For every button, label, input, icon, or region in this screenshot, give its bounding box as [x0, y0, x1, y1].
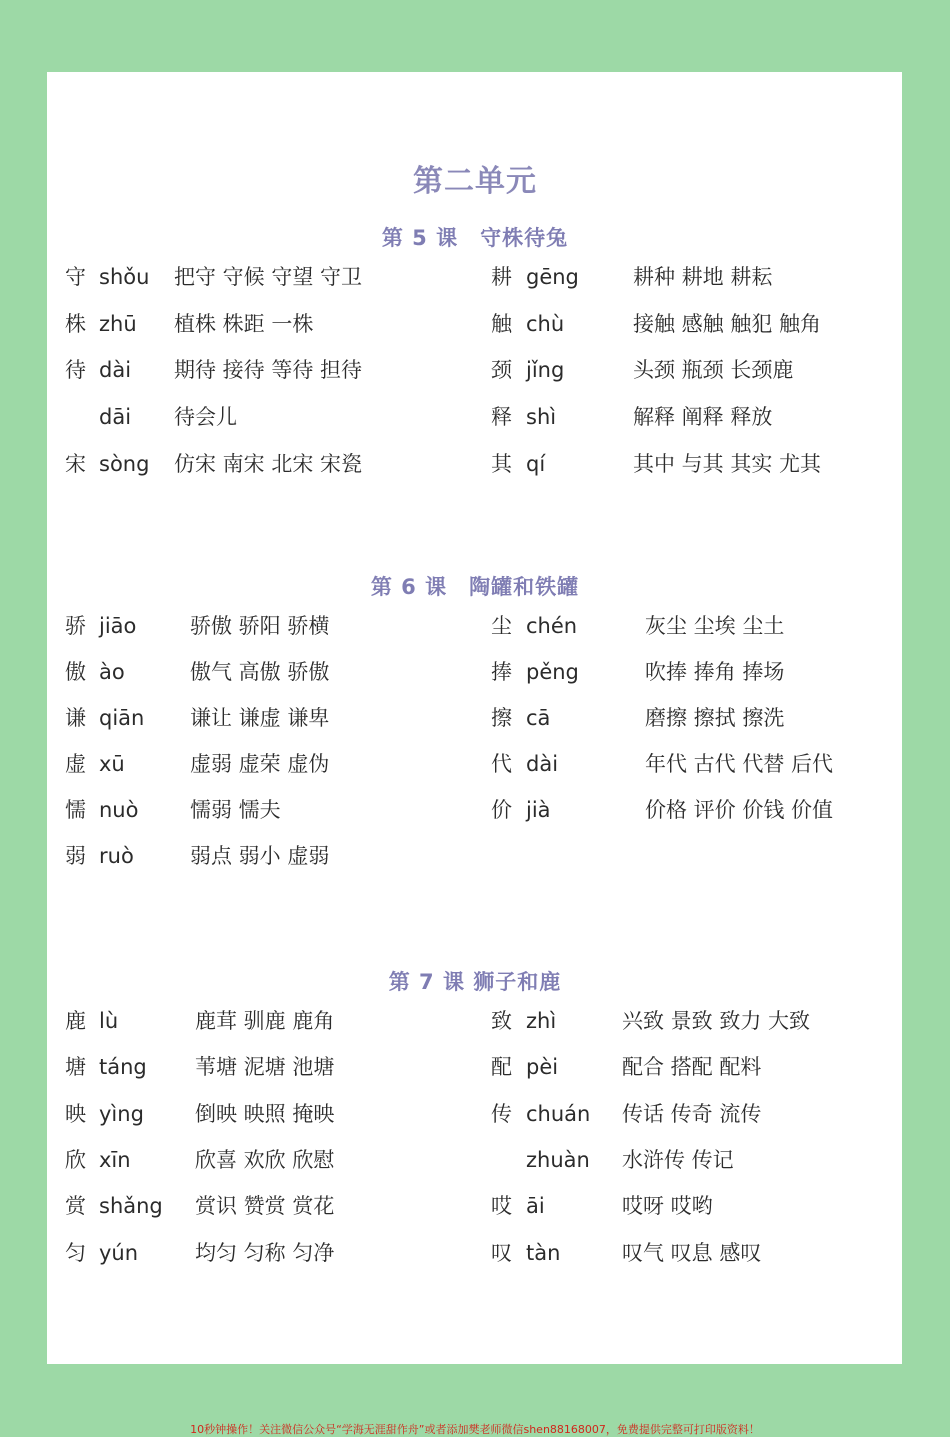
entry-pinyin: tàn: [526, 1240, 561, 1265]
entry-word-list: 傲气 高傲 骄傲: [190, 660, 330, 684]
entry-character: 代: [491, 752, 512, 776]
entry-pinyin: cā: [526, 706, 551, 730]
entry-pinyin: zhì: [526, 1009, 557, 1033]
entry-character: 欣: [65, 1147, 86, 1172]
entry-pinyin: yún: [99, 1240, 139, 1265]
vocab-entry: [0, 841, 950, 871]
entry-character: 待: [65, 358, 86, 383]
entry-word-list: 传话 传奇 流传: [622, 1101, 762, 1126]
vocab-entry: [0, 703, 950, 733]
entry-pinyin: dài: [99, 358, 132, 383]
entry-pinyin: chén: [526, 614, 578, 638]
entry-character: 其: [491, 451, 512, 476]
vocab-entry: [0, 1052, 950, 1082]
entry-pinyin: qiān: [99, 706, 145, 730]
entry-word-list: 待会儿: [174, 405, 237, 430]
entry-word-list: 叹气 叹息 感叹: [622, 1240, 762, 1265]
entry-pinyin: nuò: [99, 798, 139, 822]
entry-word-list: 其中 与其 其实 尤其: [633, 451, 822, 476]
entry-character: 致: [491, 1009, 512, 1033]
entry-pinyin: jiāo: [99, 614, 137, 638]
entry-word-list: 谦让 谦虚 谦卑: [190, 706, 330, 730]
entry-pinyin: jià: [526, 798, 551, 822]
entry-character: 哎: [491, 1194, 512, 1219]
entry-word-list: 鹿茸 驯鹿 鹿角: [195, 1009, 335, 1033]
lesson-title: 第 7 课 狮子和鹿: [388, 970, 562, 994]
entry-word-list: 价格 评价 价钱 价值: [645, 798, 834, 822]
entry-word-list: 吹捧 捧角 捧场: [645, 660, 785, 684]
entry-word-list: 懦弱 懦夫: [190, 798, 281, 822]
entry-pinyin: chù: [526, 311, 565, 336]
entry-character: 鹿: [65, 1009, 86, 1033]
entry-word-list: 接触 感触 触犯 触角: [633, 311, 822, 336]
entry-character: 匀: [65, 1240, 86, 1265]
entry-character: 传: [491, 1101, 512, 1126]
entry-character: 擦: [491, 706, 512, 730]
entry-pinyin: gēng: [526, 265, 579, 289]
entry-character: 宋: [65, 451, 86, 476]
entry-word-list: 头颈 瓶颈 长颈鹿: [633, 358, 794, 383]
unit-title: 第二单元: [413, 164, 537, 199]
entry-pinyin: shì: [526, 405, 557, 430]
entry-pinyin: qí: [526, 451, 546, 476]
entry-pinyin: zhuàn: [526, 1147, 590, 1172]
entry-word-list: 耕种 耕地 耕耘: [633, 265, 773, 289]
entry-pinyin: yìng: [99, 1101, 144, 1126]
lesson-title: 第 5 课 守株待兔: [381, 226, 569, 250]
vocab-entry: [0, 749, 950, 779]
entry-pinyin: āi: [526, 1194, 545, 1219]
entry-word-list: 解释 阐释 释放: [633, 405, 773, 430]
entry-word-list: 植株 株距 一株: [174, 311, 314, 336]
entry-pinyin: chuán: [526, 1101, 591, 1126]
vocab-entry: [0, 449, 950, 479]
entry-word-list: 均匀 匀称 匀净: [195, 1240, 335, 1265]
entry-character: 释: [491, 405, 512, 430]
entry-character: 傲: [65, 660, 86, 684]
vocab-entry: [0, 611, 950, 641]
entry-word-list: 灰尘 尘埃 尘土: [645, 614, 785, 638]
vocab-entry: [0, 1099, 950, 1129]
entry-pinyin: pèi: [526, 1055, 559, 1080]
entry-word-list: 兴致 景致 致力 大致: [622, 1009, 811, 1033]
vocab-entry: [0, 1006, 950, 1036]
vocab-entry: [0, 657, 950, 687]
entry-character: 耕: [491, 265, 512, 289]
entry-word-list: 把守 守候 守望 守卫: [174, 265, 363, 289]
entry-word-list: 欣喜 欢欣 欣慰: [195, 1147, 335, 1172]
entry-word-list: 水浒传 传记: [622, 1147, 734, 1172]
entry-word-list: 哎呀 哎哟: [622, 1194, 713, 1219]
entry-character: 价: [491, 798, 512, 822]
vocab-entry: [0, 795, 950, 825]
footer-note: 10秒钟操作！关注微信公众号“学海无涯甜作舟”或者添加樊老师微信shen88168007，免费提供完整可打印版资料！: [190, 1423, 760, 1436]
entry-pinyin: shǎng: [99, 1194, 163, 1219]
entry-word-list: 赏识 赞赏 赏花: [195, 1194, 335, 1219]
entry-character: 配: [491, 1055, 512, 1080]
entry-character: 映: [65, 1101, 86, 1126]
entry-character: 虚: [65, 752, 86, 776]
entry-character: 触: [491, 311, 512, 336]
vocab-entry: [0, 1238, 950, 1268]
entry-word-list: 磨擦 擦拭 擦洗: [645, 706, 785, 730]
lesson-title: 第 6 课 陶罐和铁罐: [370, 575, 580, 599]
entry-character: 塘: [65, 1055, 86, 1080]
entry-pinyin: dāi: [99, 405, 132, 430]
entry-word-list: 年代 古代 代替 后代: [645, 752, 834, 776]
entry-word-list: 仿宋 南宋 北宋 宋瓷: [174, 451, 363, 476]
entry-pinyin: pěng: [526, 660, 579, 684]
entry-pinyin: shǒu: [99, 265, 150, 289]
entry-character: 尘: [491, 614, 512, 638]
entry-character: 叹: [491, 1240, 512, 1265]
entry-pinyin: sòng: [99, 451, 150, 476]
entry-character: 守: [65, 265, 86, 289]
vocab-entry: [0, 1145, 950, 1175]
entry-character: 赏: [65, 1194, 86, 1219]
entry-word-list: 苇塘 泥塘 池塘: [195, 1055, 335, 1080]
entry-character: 捧: [491, 660, 512, 684]
entry-character: 谦: [65, 706, 86, 730]
entry-word-list: 虚弱 虚荣 虚伪: [190, 752, 330, 776]
vocab-entry: [0, 1191, 950, 1221]
entry-pinyin: zhū: [99, 311, 137, 336]
vocab-entry: [0, 402, 950, 432]
vocab-entry: [0, 309, 950, 339]
entry-character: 懦: [65, 798, 86, 822]
vocab-entry: [0, 262, 950, 292]
entry-character: 颈: [491, 358, 512, 383]
entry-pinyin: ruò: [99, 844, 134, 868]
entry-pinyin: jǐng: [526, 358, 565, 383]
entry-character: 骄: [65, 614, 86, 638]
entry-word-list: 骄傲 骄阳 骄横: [190, 614, 330, 638]
entry-word-list: 弱点 弱小 虚弱: [190, 844, 330, 868]
entry-pinyin: lù: [99, 1009, 119, 1033]
entry-word-list: 倒映 映照 掩映: [195, 1101, 335, 1126]
entry-pinyin: xīn: [99, 1147, 131, 1172]
entry-character: 弱: [65, 844, 86, 868]
vocab-entry: [0, 355, 950, 385]
entry-pinyin: dài: [526, 752, 559, 776]
entry-word-list: 配合 搭配 配料: [622, 1055, 762, 1080]
entry-character: 株: [65, 311, 86, 336]
entry-word-list: 期待 接待 等待 担待: [174, 358, 363, 383]
entry-pinyin: ào: [99, 660, 125, 684]
entry-pinyin: táng: [99, 1055, 147, 1080]
entry-pinyin: xū: [99, 752, 125, 776]
